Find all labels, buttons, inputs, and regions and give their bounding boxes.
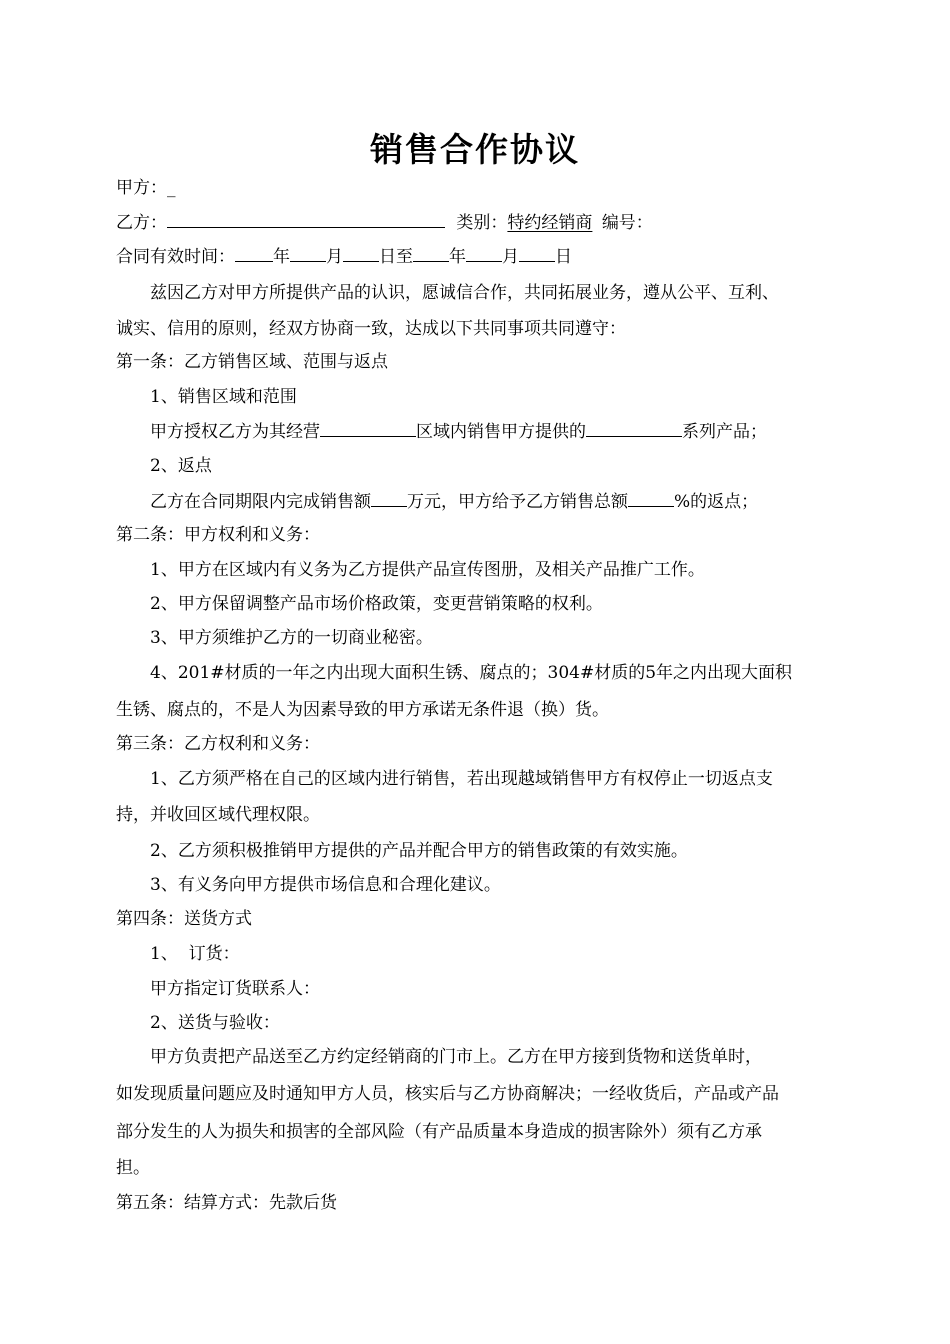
party-a-value: _ (167, 178, 176, 198)
end-day-unit: 日 (555, 247, 572, 267)
party-b-line (116, 210, 840, 235)
end-month-unit: 月 (502, 247, 519, 267)
article-1-item-1: 1、销售区域和范围 (150, 387, 297, 407)
article-1-rebate (150, 489, 840, 514)
article-1-item-2: 2、返点 (150, 456, 212, 476)
party-a-line (116, 176, 840, 200)
series-blank (586, 419, 682, 437)
article-4-title: 第四条：送货方式 (116, 909, 252, 929)
article-3-item-2: 2、乙方须积极推销甲方提供的产品并配合甲方的销售政策的有效实施。 (150, 841, 688, 861)
preamble-line-1: 兹因乙方对甲方所提供产品的认识，愿诚信合作，共同拓展业务，遵从公平、互利、 (150, 283, 779, 303)
start-month-blank (290, 244, 326, 262)
valid-time-line (116, 244, 840, 269)
article-3-item-3: 3、有义务向甲方提供市场信息和合理化建议。 (150, 875, 501, 895)
rebate-part-1: 乙方在合同期限内完成销售额 (150, 492, 371, 512)
rebate-percent-blank (628, 489, 674, 507)
auth-part-2: 区域内销售甲方提供的 (416, 422, 586, 442)
article-2-item-1: 1、甲方在区域内有义务为乙方提供产品宣传图册，及相关产品推广工作。 (150, 560, 705, 580)
article-4-item-2: 2、送货与验收： (150, 1013, 280, 1033)
article-2-title: 第二条：甲方权利和义务： (116, 525, 320, 545)
article-4-para-line-1: 甲方负责把产品送至乙方约定经销商的门市上。乙方在甲方接到货物和送货单时， (150, 1047, 762, 1067)
article-4-para-line-3: 部分发生的人为损失和损害的全部风险（有产品质量本身造成的损害除外）须有乙方承 (116, 1122, 762, 1142)
article-2-item-2: 2、甲方保留调整产品市场价格政策，变更营销策略的权利。 (150, 594, 603, 614)
end-year-blank (413, 244, 449, 262)
start-year-blank (235, 244, 273, 262)
category-value: 特约经销商 (507, 213, 593, 233)
preamble-line-2: 诚实、信用的原则，经双方协商一致，达成以下共同事项共同遵守： (116, 319, 626, 339)
article-4-para-line-4: 担。 (116, 1158, 150, 1178)
end-day-blank (519, 244, 555, 262)
start-year-unit: 年 (273, 247, 290, 267)
end-year-unit: 年 (449, 247, 466, 267)
article-3-item-1-line-1: 1、乙方须严格在自己的区域内进行销售，若出现越域销售甲方有权停止一切返点支 (150, 769, 773, 789)
article-2-item-4-line-2: 生锈、腐点的，不是人为因素导致的甲方承诺无条件退（换）货。 (116, 700, 609, 720)
auth-part-1: 甲方授权乙方为其经营 (150, 422, 320, 442)
category-label: 类别： (456, 213, 508, 233)
rebate-part-3: %的返点； (674, 492, 759, 512)
article-1-title: 第一条：乙方销售区域、范围与返点 (116, 352, 388, 372)
auth-part-3: 系列产品； (682, 422, 767, 442)
article-2-item-4-line-1: 4、201#材质的一年之内出现大面积生锈、腐点的；304#材质的5年之内出现大面积 (150, 663, 793, 683)
party-b-blank (167, 210, 445, 228)
sales-amount-blank (371, 489, 407, 507)
start-month-unit: 月 (326, 247, 343, 267)
region-blank (320, 419, 416, 437)
valid-time-label: 合同有效时间： (116, 247, 235, 267)
article-5-title: 第五条：结算方式：先款后货 (116, 1193, 337, 1213)
number-label: 编号： (601, 213, 653, 233)
article-4-item-1: 1、 订货： (150, 944, 240, 964)
article-3-item-1-line-2: 持，并收回区域代理权限。 (116, 805, 320, 825)
start-day-blank (343, 244, 379, 262)
article-4-para-line-2: 如发现质量问题应及时通知甲方人员，核实后与乙方协商解决；一经收货后，产品或产品 (116, 1084, 779, 1104)
article-4-contact: 甲方指定订货联系人： (150, 979, 320, 999)
article-3-title: 第三条：乙方权利和义务： (116, 734, 320, 754)
rebate-part-2: 万元，甲方给予乙方销售总额 (407, 492, 628, 512)
party-a-label: 甲方： (116, 178, 167, 198)
end-month-blank (466, 244, 502, 262)
article-2-item-3: 3、甲方须维护乙方的一切商业秘密。 (150, 628, 433, 648)
document-title: 销售合作协议 (370, 130, 580, 169)
day-to-unit: 日至 (379, 247, 413, 267)
party-b-label: 乙方： (116, 213, 167, 233)
article-1-authorization (150, 419, 840, 444)
